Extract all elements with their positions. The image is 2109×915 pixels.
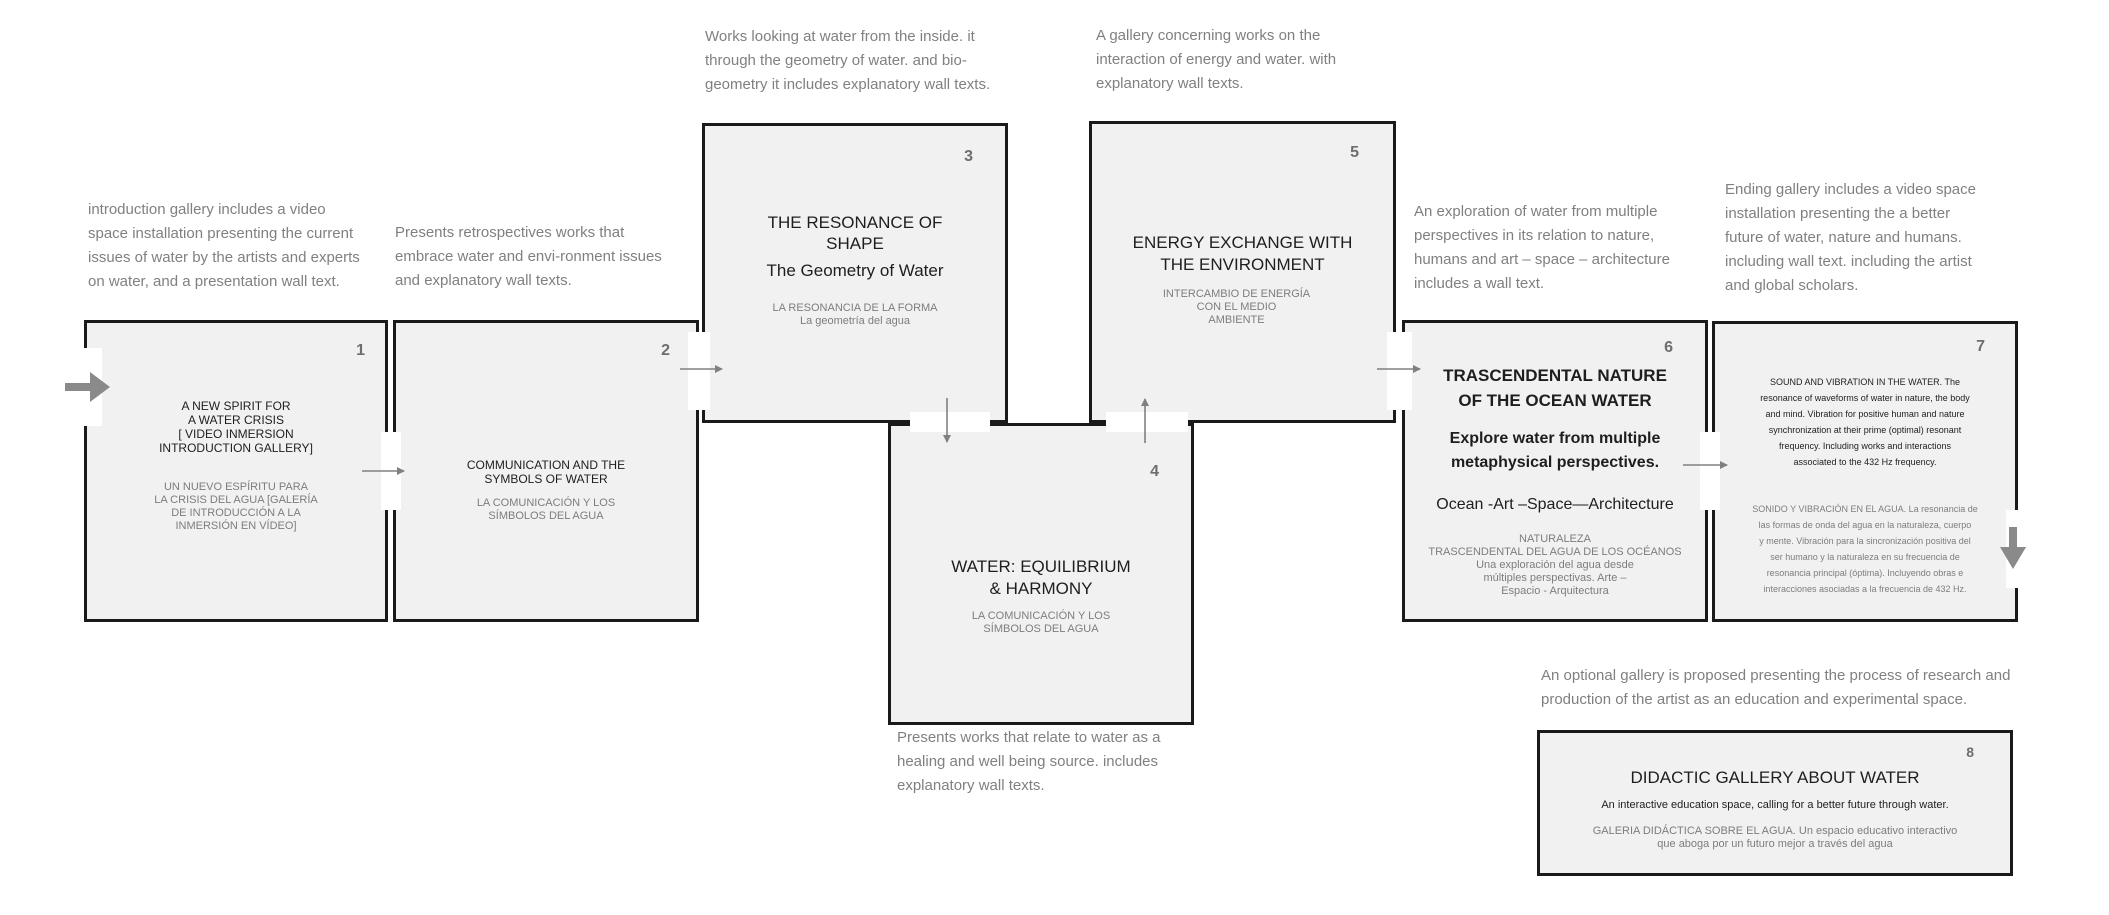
gallery-3-description: Works looking at water from the inside. it through the geometry of water. and bio- geometry it includes explanatory wall texts. xyxy=(705,28,991,93)
gallery-1-description: introduction gallery includes a video space installation presenting the current issues of water by the artists and experts on water, and a presentation wall text. xyxy=(88,201,360,290)
gallery-number: 5 xyxy=(1350,144,1359,161)
gallery-subtitle: LA RESONANCIA DE LA FORMA La geometría del agua xyxy=(772,302,938,327)
gallery-number: 4 xyxy=(1150,463,1159,480)
gallery-title: SOUND AND VIBRATION IN THE WATER. The resonance of waveforms of water in nature, the body and mind. Vibration for positive human and nature synchronization at their prime (optimal) resonant frequency. Including works and interactions associated to the 432 Hz frequency. xyxy=(1760,377,1970,467)
gallery-title: DIDACTIC GALLERY ABOUT WATER xyxy=(1630,768,1920,787)
gallery-6-description: An exploration of water from multiple perspectives in its relation to nature, humans and art – space – architecture includes a wall text. xyxy=(1414,203,1670,292)
gallery-number: 8 xyxy=(1966,744,1974,760)
entrance-arrow-overlay xyxy=(65,372,110,402)
gallery-title: TRASCENDENTAL NATURE OF THE OCEAN WATER xyxy=(1443,366,1667,410)
gallery-subtitle: NATURALEZA TRASCENDENTAL DEL AGUA DE LOS OCÉANOS Una exploración del agua desde múltiples perspectivas. Arte – Espacio - Arquitectura xyxy=(1428,533,1682,597)
gallery-8-description: An optional gallery is proposed presenting the process of research and production of the artist as an education and experimental space. xyxy=(1541,667,2011,708)
gallery-tagline: Explore water from multiple metaphysical perspectives. xyxy=(1449,430,1661,471)
gallery-title-secondary: The Geometry of Water xyxy=(766,261,944,280)
gallery-7-description: Ending gallery includes a video space installation presenting the a better future of water, nature and humans. including wall text. including the artist and global scholars. xyxy=(1725,181,1976,294)
gallery-subtitle: INTERCAMBIO DE ENERGÍA CON EL MEDIO AMBIENTE xyxy=(1162,288,1311,326)
gallery-subtitle: LA COMUNICACIÓN Y LOS SÍMBOLOS DEL AGUA xyxy=(476,497,616,522)
gallery-2-description: Presents retrospectives works that embrace water and envi-ronment issues and explanatory wall texts. xyxy=(395,224,662,289)
gallery-subtitle: UN NUEVO ESPÍRITU PARA LA CRISIS DEL AGUA [GALERÍA DE INTRODUCCIÓN A LA INMERSIÓN EN VÍDEO] xyxy=(154,481,318,532)
gallery-title: THE RESONANCE OF SHAPE xyxy=(767,213,943,253)
gallery-tagline: An interactive education space, calling for a better future through water. xyxy=(1601,799,1949,811)
gallery-subtitle: GALERIA DIDÁCTICA SOBRE EL AGUA. Un espacio educativo interactivo que aboga por un futuro mejor a través del agua xyxy=(1592,825,1958,850)
gallery-title: COMMUNICATION AND THE SYMBOLS OF WATER xyxy=(466,458,626,486)
gallery-subtitle: SONIDO Y VIBRACIÓN EN EL AGUA. La resonancia de las formas de onda del agua en la naturaleza, cuerpo y mente. Vibración para la sincronización positiva del ser humano y la naturaleza en su frecuencia de resonancia principal (óptima). Incluyendo obras e interacciones asociadas a la frecuencia de 432 Hz. xyxy=(1752,504,1978,594)
gallery-subtitle: LA COMUNICACIÓN Y LOS SÍMBOLOS DEL AGUA xyxy=(971,610,1111,635)
gallery-title: A NEW SPIRIT FOR A WATER CRISIS [ VIDEO INMERSION INTRODUCTION GALLERY] xyxy=(159,399,313,455)
gallery-disciplines: Ocean -Art –Space—Architecture xyxy=(1436,496,1674,513)
gallery-number: 3 xyxy=(964,148,973,165)
gallery-number: 1 xyxy=(356,342,365,359)
gallery-number: 7 xyxy=(1976,338,1985,355)
gallery-number: 6 xyxy=(1664,339,1673,356)
gallery-title: ENERGY EXCHANGE WITH THE ENVIRONMENT xyxy=(1132,233,1353,274)
gallery-4-description: Presents works that relate to water as a healing and well being source. includes explanatory wall texts. xyxy=(897,729,1161,794)
gallery-5-description: A gallery concerning works on the interaction of energy and water. with explanatory wall texts. xyxy=(1096,27,1337,92)
gallery-number: 2 xyxy=(661,342,670,359)
gallery-title: WATER: EQUILIBRIUM & HARMONY xyxy=(951,557,1131,598)
exit-arrow-overlay xyxy=(2000,527,2026,569)
